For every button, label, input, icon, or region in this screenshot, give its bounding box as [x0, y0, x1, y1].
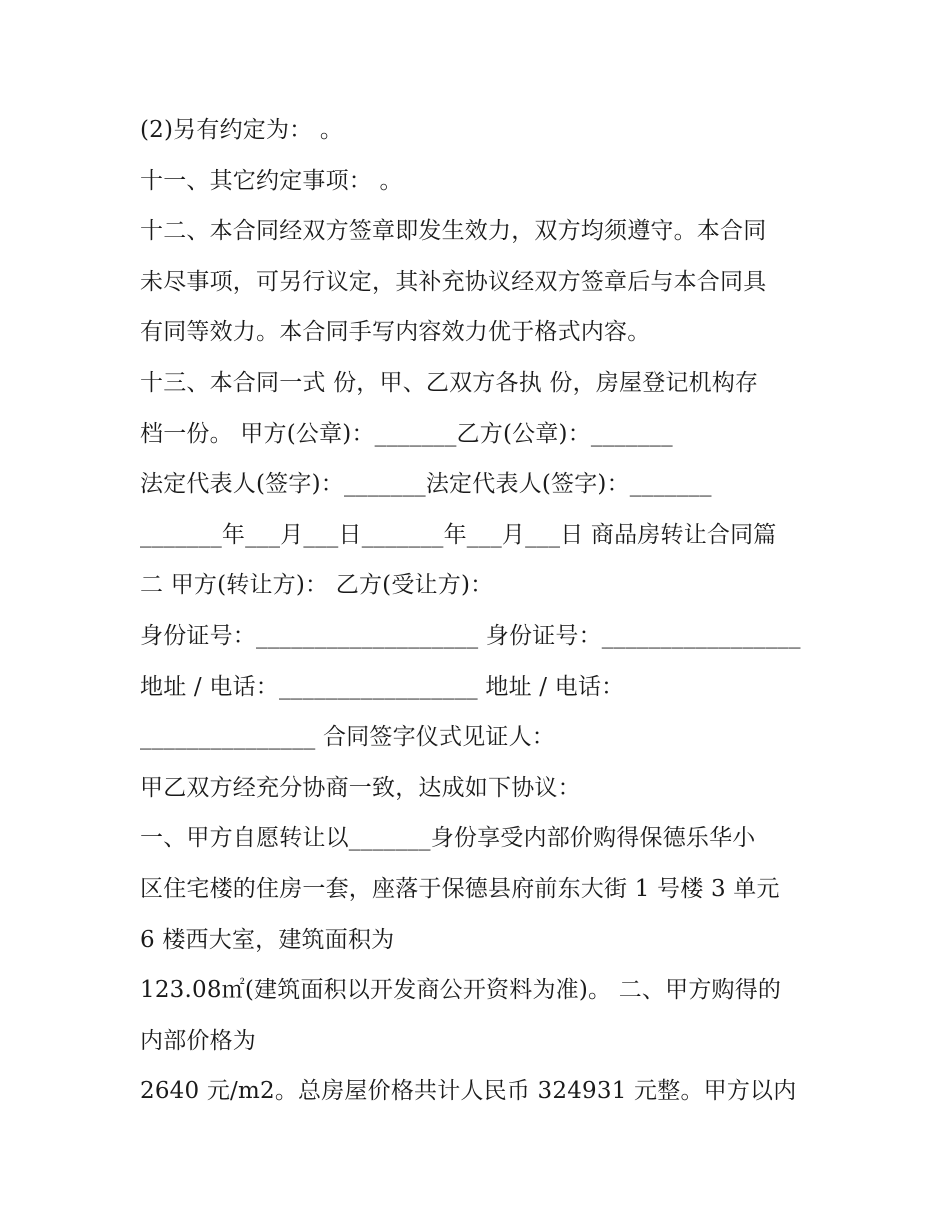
text-line: 内部价格为: [140, 1027, 256, 1054]
text-line: 档一份。 甲方(公章)：_______乙方(公章)：_______: [140, 420, 673, 447]
text-line: _______年___月___日_______年___月___日 商品房转让合同篇: [140, 521, 777, 548]
text-line: 十一、其它约定事项： 。: [140, 167, 403, 194]
text-line: 区住宅楼的住房一套，座落于保德县府前东大街 1 号楼 3 单元: [140, 875, 780, 902]
text-line: (2)另有约定为： 。: [140, 117, 344, 143]
text-line: 二 甲方(转让方)： 乙方(受让方)：: [140, 572, 494, 599]
text-line: 地址 / 电话：_________________ 地址 / 电话：: [140, 673, 625, 700]
text-line: 一、甲方自愿转让以_______身份享受内部价购得保德乐华小: [140, 825, 756, 852]
text-line: 身份证号：___________________ 身份证号：_________________: [140, 622, 801, 649]
text-line: 十二、本合同经双方签章即发生效力，双方均须遵守。本合同: [140, 218, 767, 245]
text-line: 法定代表人(签字)：_______法定代表人(签字)：_______: [140, 471, 712, 498]
text-line: 十三、本合同一式 份，甲、乙双方各执 份，房屋登记机构存: [140, 369, 759, 396]
text-line: 未尽事项，可另行议定，其补充协议经双方签章后与本合同具: [140, 268, 767, 295]
text-line: 有同等效力。本合同手写内容效力优于格式内容。: [140, 319, 651, 346]
text-line: 甲乙双方经充分协商一致，达成如下协议：: [140, 774, 581, 801]
text-line: 2640 元/m2。总房屋价格共计人民币 324931 元整。甲方以内: [140, 1078, 797, 1105]
text-line: _______________ 合同签字仪式见证人：: [140, 724, 556, 751]
text-line: 123.08㎡(建筑面积以开发商公开资料为准)。 二、甲方购得的: [140, 977, 782, 1004]
contract-text: [140, 105, 820, 1117]
text-line: 6 楼西大室，建筑面积为: [140, 926, 395, 953]
